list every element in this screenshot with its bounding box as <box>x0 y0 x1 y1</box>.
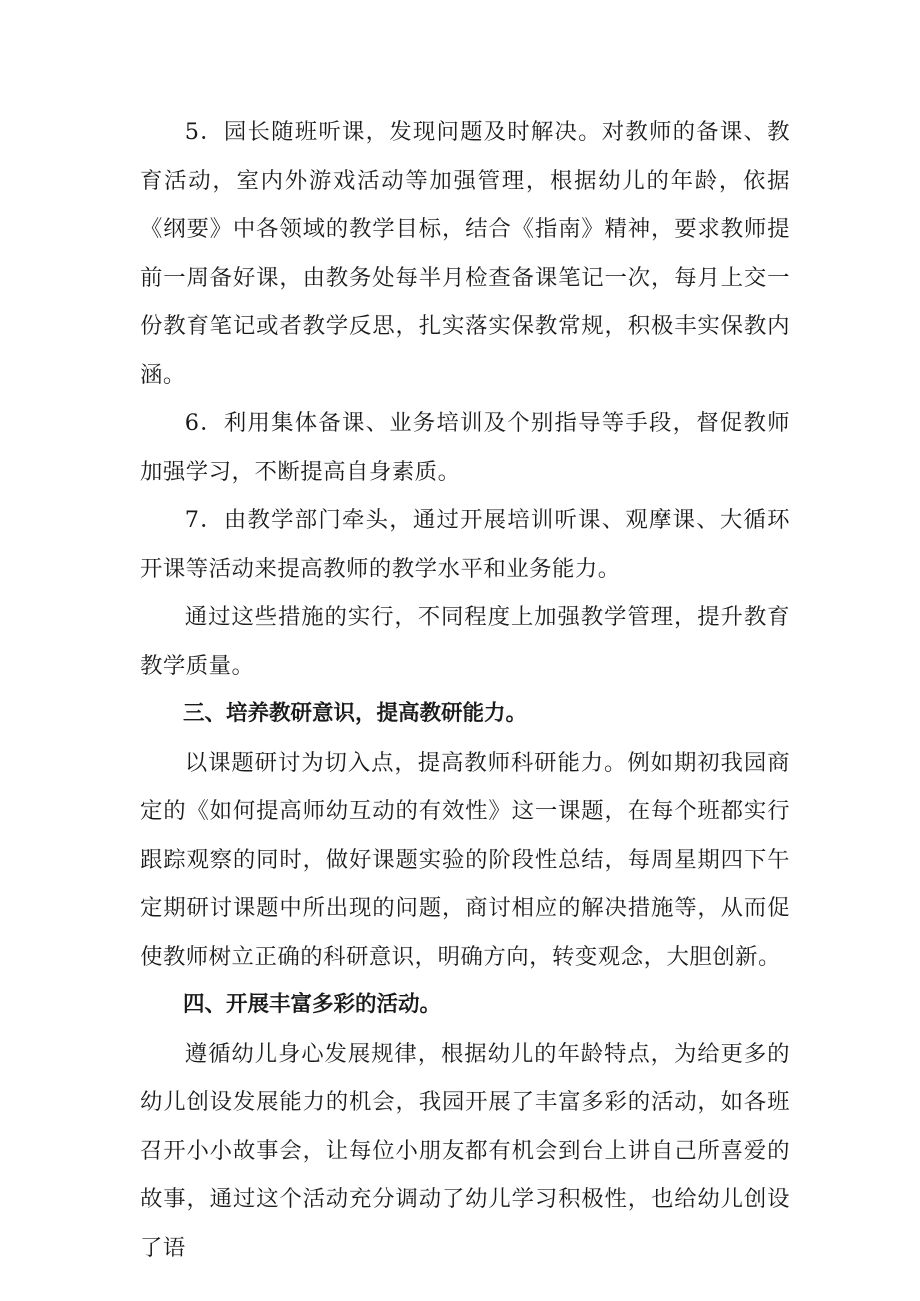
paragraph-activities: 遵循幼儿身心发展规律，根据幼儿的年龄特点，为给更多的幼儿创设发展能力的机会，我园开展了丰富多彩的活动，如各班召开小小故事会，让每位小朋友都有机会到台上讲自己所喜爱的故事，通过这个活动充分调动了幼儿学习积极性，也给幼儿创设了语 <box>140 1040 790 1261</box>
paragraph-research: 以课题研讨为切入点，提高教师科研能力。例如期初我园商定的《如何提高师幼互动的有效性》这一课题，在每个班都实行跟踪观察的同时，做好课题实验的阶段性总结，每周星期四下午定期研讨课题中所出现的问题，商讨相应的解决措施等，从而促使教师树立正确的科研意识，明确方向，转变观念，大胆创新。 <box>140 749 790 970</box>
paragraph-item-5: 5．园长随班听课，发现问题及时解决。对教师的备课、教育活动，室内外游戏活动等加强管理，根据幼儿的年龄，依据《纲要》中各领域的教学目标，结合《指南》精神，要求教师提前一周备好课，由教务处每半月检查备课笔记一次，每月上交一份教育笔记或者教学反思，扎实落实保教常规，积极丰实保教内涵。 <box>140 119 790 388</box>
paragraph-item-7: 7．由教学部门牵头，通过开展培训听课、观摩课、大循环开课等活动来提高教师的教学水平和业务能力。 <box>140 507 790 582</box>
document-page <box>140 108 790 1272</box>
section-heading-4: 四、开展丰富多彩的活动。 <box>183 992 442 1017</box>
paragraph-summary: 通过这些措施的实行，不同程度上加强教学管理，提升教育教学质量。 <box>140 604 790 679</box>
section-heading-3: 三、培养教研意识，提高教研能力。 <box>183 701 528 726</box>
paragraph-item-6: 6．利用集体备课、业务培训及个别指导等手段，督促教师加强学习，不断提高自身素质。 <box>140 410 790 485</box>
